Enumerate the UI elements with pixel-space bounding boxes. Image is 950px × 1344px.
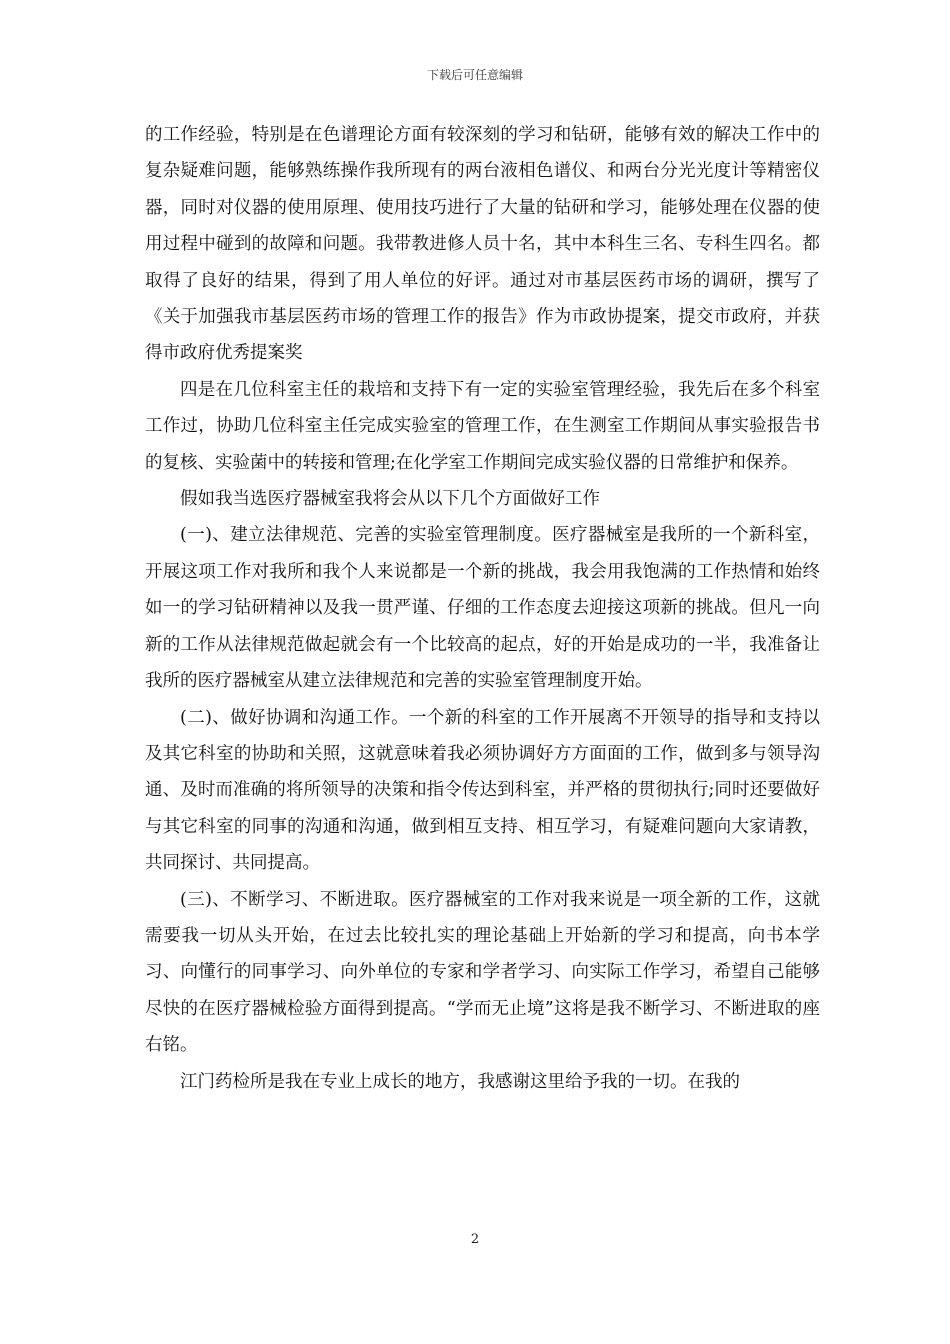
paragraph-point-three: (三)、不断学习、不断进取。医疗器械室的工作对我来说是一项全新的工作，这就需要我一切从头开始，在过去比较扎实的理论基础上开始新的学习和提高，向书本学习、向懂行的同事学习、向外单位的专家和学者学习、向实际工作学习，希望自己能够尽快的在医疗器械检验方面得到提高。“学而无止境”这将是我不断学习、不断进取的座右铭。 [145,889,820,1056]
paragraph-work-experience: 的工作经验，特别是在色谱理论方面有较深刻的学习和钻研，能够有效的解决工作中的复杂疑难问题，能够熟练操作我所现有的两台液相色谱仪、和两台分光光度计等精密仪器，同时对仪器的使用原理、使用技巧进行了大量的钻研和学习，能够处理在仪器的使用过程中碰到的故障和问题。我带教进修人员十名，其中本科生三名、专科生四名。都取得了良好的结果，得到了用人单位的好评。通过对市基层医药市场的调研，撰写了《关于加强我市基层医药市场的管理工作的报告》作为市政协提案，提交市政府，并获得市政府优秀提案奖 [145,125,820,364]
page-header: 下载后可任意编辑 [426,68,523,82]
paragraph-point-two: (二)、做好协调和沟通工作。一个新的科室的工作开展离不开领导的指导和支持以及其它科室的协助和关照，这就意味着我必须协调好方方面面的工作，做到多与领导沟通、及时而准确的将所领导的决策和指令传达到科室，并严格的贯彻执行;同时还要做好与其它科室的同事的沟通和沟通，做到相互支持、相互学习，有疑难问题向大家请教，共同探讨、共同提高。 [145,707,820,874]
paragraph-lab-management: 四是在几位科室主任的栽培和支持下有一定的实验室管理经验，我先后在多个科室工作过，协助几位科室主任完成实验室的管理工作，在生测室工作期间从事实验报告书的复核、实验菌中的转接和管理;在化学室工作期间完成实验仪器的日常维护和保养。 [145,379,820,473]
paragraph-point-one: (一)、建立法律规范、完善的实验室管理制度。医疗器械室是我所的一个新科室，开展这项工作对我所和我个人来说都是一个新的挑战，我会用我饱满的工作热情和始终如一的学习钻研精神以及我一贯严谨、仔细的工作态度去迎接这项新的挑战。但凡一向新的工作从法律规范做起就会有一个比较高的起点，好的开始是成功的一半，我准备让我所的医疗器械室从建立法律规范和完善的实验室管理制度开始。 [145,525,820,692]
page-number: 2 [470,1232,480,1247]
document-body [145,117,820,1100]
paragraph-plan-intro: 假如我当选医疗器械室我将会从以下几个方面做好工作 [180,489,600,510]
paragraph-closing: 江门药检所是我在专业上成长的地方，我感谢这里给予我的一切。在我的 [180,1071,740,1092]
